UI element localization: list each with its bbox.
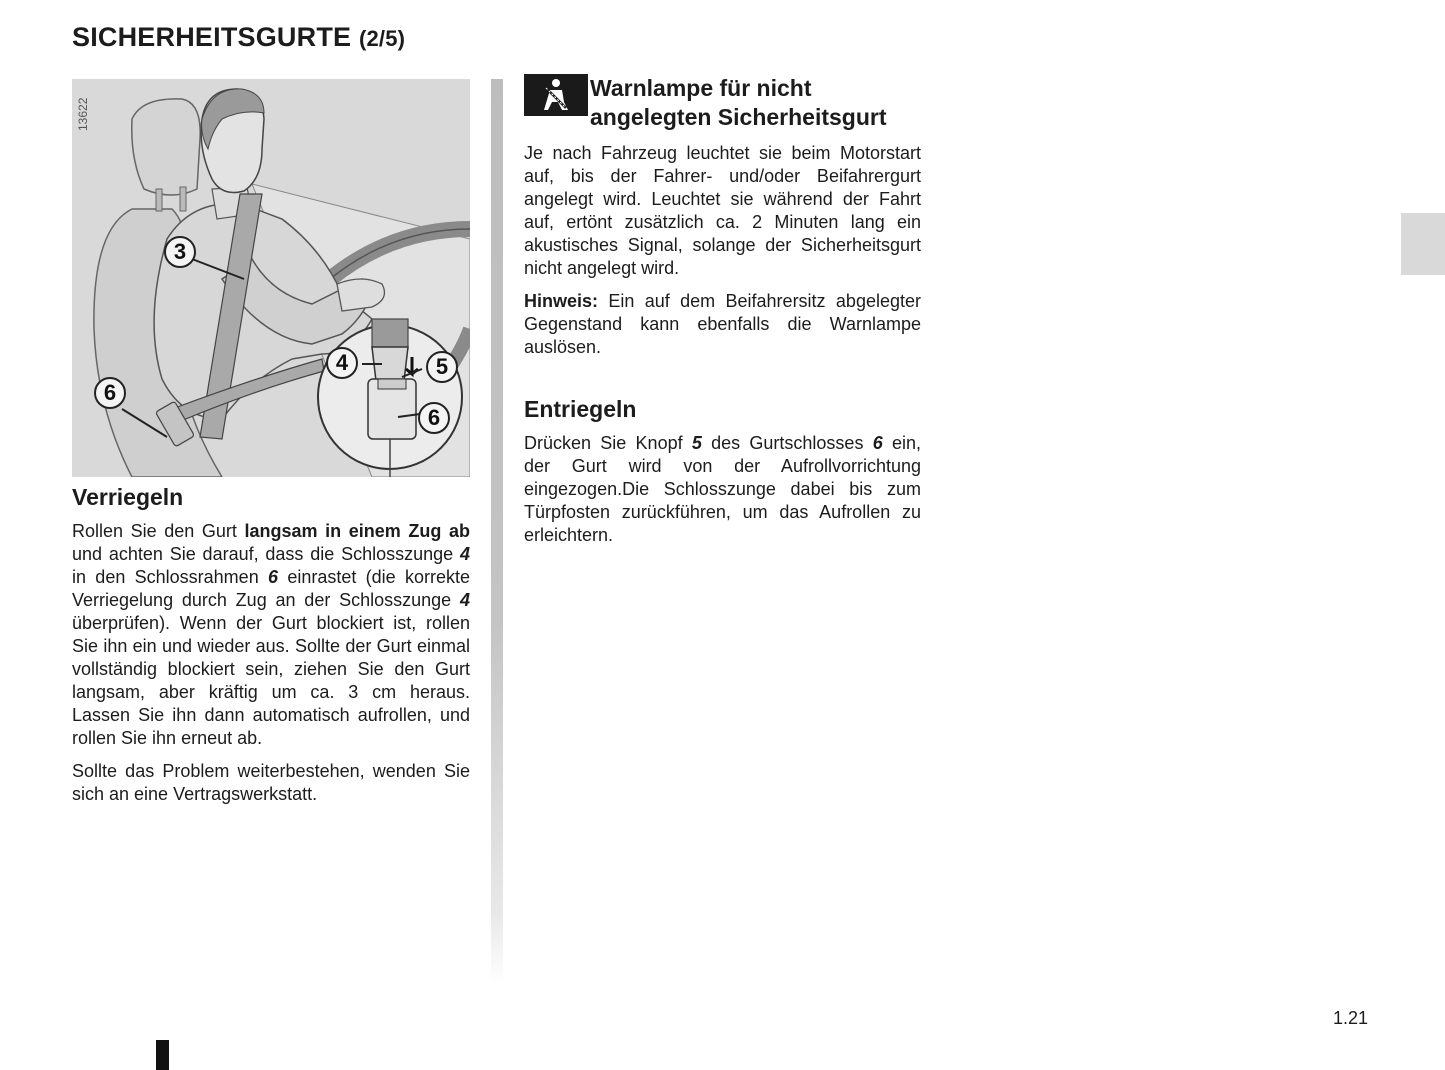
seatbelt-warning-icon xyxy=(524,74,588,116)
left-column xyxy=(72,482,470,816)
callout-6: 6 xyxy=(94,377,126,409)
page-title-text: SICHERHEITSGURTE xyxy=(72,22,352,52)
print-mark xyxy=(156,1040,169,1070)
paragraph-entriegeln: Drücken Sie Knopf 5 des Gurtschlosses 6 ein, der Gurt wird von der Aufrollvorrichtung eingezogen.Die Schlosszunge dabei bis zum Türpfosten zurückführen, um das Aufrollen zu erleichtern. xyxy=(524,433,921,545)
page-number: 1.21 xyxy=(1333,1008,1369,1028)
paragraph-note: Hinweis: Ein auf dem Beifahrersitz abgelegter Gegenstand kann ebenfalls die Warnlampe auslösen. xyxy=(524,291,921,357)
release-section xyxy=(524,394,921,557)
callout-5: 5 xyxy=(426,351,458,383)
paragraph-warning: Je nach Fahrzeug leuchtet sie beim Motorstart auf, bis der Fahrer- und/oder Beifahrergurt angelegt wird. Leuchtet sie während der Fahrt auf, ertönt zusätzlich ca. 2 Minuten lang ein akustisches Signal, solange der Sicherheitsgurt nicht angelegt wird. xyxy=(524,143,921,278)
chapter-tab xyxy=(1401,213,1445,275)
warning-lamp-title: Warnlampe für nicht angelegten Sicherheitsgurt xyxy=(590,75,887,130)
note-label: Hinweis: xyxy=(524,291,599,311)
callout-4: 4 xyxy=(326,347,358,379)
section-heading-entriegeln: Entriegeln xyxy=(524,396,637,422)
column-divider xyxy=(491,79,503,984)
callout-6-inset: 6 xyxy=(418,402,450,434)
paragraph-verriegeln-1: Rollen Sie den Gurt langsam in einem Zug ab und achten Sie darauf, dass die Schlosszunge 4 in den Schlossrahmen 6 einrastet (die korrekte Verriegelung durch Zug an der Schlosszunge 4 überprüfen). Wenn der Gurt blockiert ist, rollen Sie ihn ein und wieder aus. Sollte der Gurt einmal vollständig blockiert sein, ziehen Sie den Gurt langsam, aber kräftig um ca. 3 cm heraus. Lassen Sie ihn dann automatisch aufrollen, und rollen Sie ihn erneut ab. xyxy=(72,521,471,748)
warning-lamp-section xyxy=(524,142,921,369)
driver-seatbelt-drawing xyxy=(72,79,470,477)
seatbelt-illustration xyxy=(72,79,470,477)
paragraph-verriegeln-2: Sollte das Problem weiterbestehen, wenden Sie sich an eine Vertragswerkstatt. xyxy=(72,761,470,804)
page-title xyxy=(72,22,405,53)
callout-3: 3 xyxy=(164,236,196,268)
section-heading-verriegeln: Verriegeln xyxy=(72,484,184,510)
warning-lamp-heading xyxy=(524,74,934,136)
figure-code: 13622 xyxy=(76,97,90,131)
page-title-part: (2/5) xyxy=(358,26,406,51)
